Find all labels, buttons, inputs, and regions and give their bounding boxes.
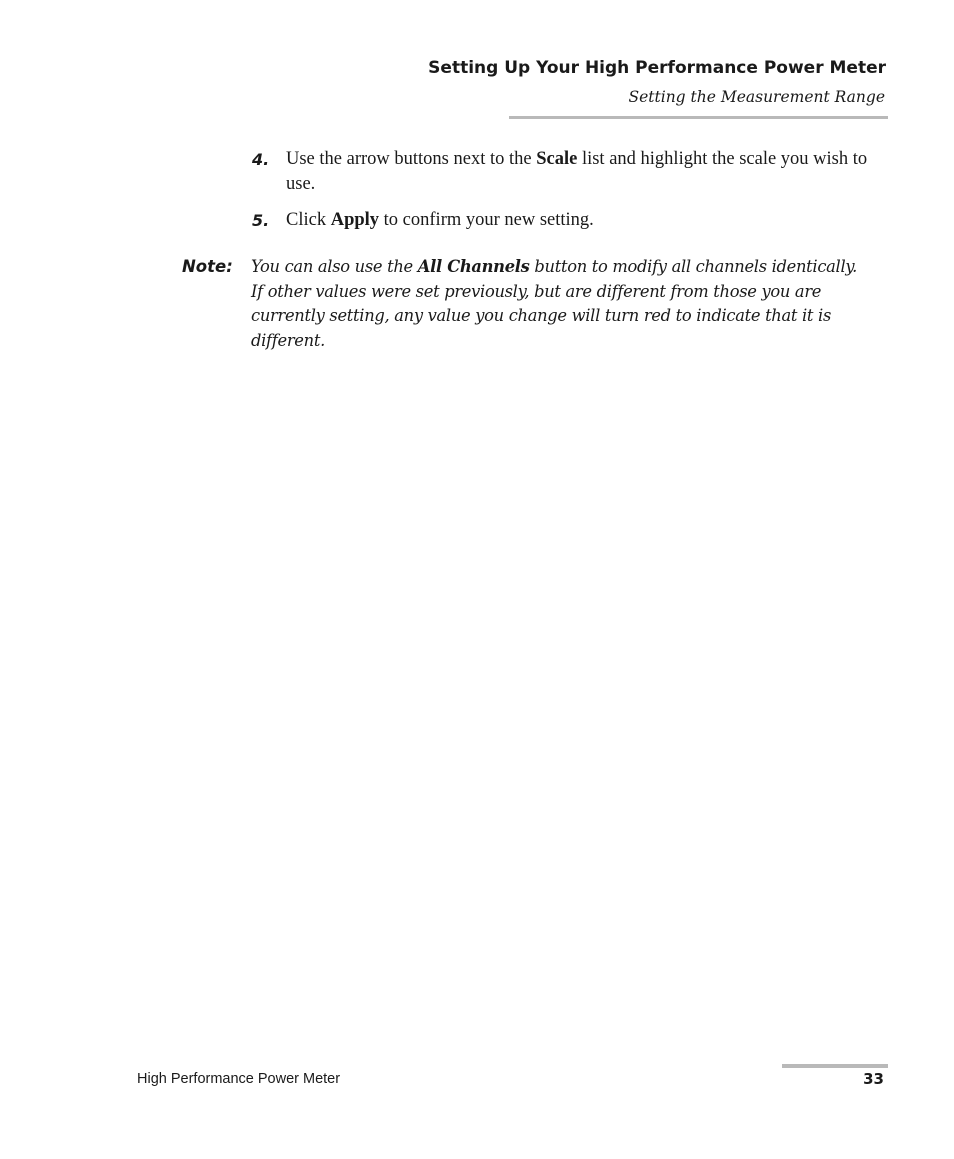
step-text-part: Use the arrow buttons next to the	[286, 149, 537, 169]
note-line	[251, 255, 891, 280]
step-text-part: to confirm your new setting.	[379, 210, 594, 230]
chapter-title: Setting Up Your High Performance Power Meter	[428, 58, 886, 78]
step-number: 5.	[252, 211, 270, 230]
note-text-part: You can also use the	[251, 257, 418, 276]
ui-term-all-channels: All Channels	[417, 257, 530, 276]
footer-product-name: High Performance Power Meter	[137, 1071, 341, 1087]
header-divider	[509, 116, 888, 119]
step-number: 4.	[252, 150, 270, 169]
ui-term-scale: Scale	[536, 149, 578, 169]
step-text	[286, 208, 892, 233]
note-line: currently setting, any value you change will turn red to indicate that it is	[251, 306, 832, 326]
section-title: Setting the Measurement Range	[628, 88, 885, 106]
step-text-part: list and highlight the scale you wish to use.	[286, 149, 868, 194]
step-text-part: Click	[286, 210, 331, 230]
note-label: Note:	[182, 257, 233, 276]
page-number: 33	[863, 1070, 884, 1088]
footer-divider	[782, 1064, 888, 1068]
note-text	[251, 255, 891, 353]
note-line: If other values were set previously, but are different from those you are	[251, 281, 822, 301]
ui-term-apply: Apply	[330, 210, 380, 230]
step-text	[286, 147, 892, 197]
note-line: different.	[251, 330, 325, 350]
step-item	[252, 208, 892, 233]
note-text-part: button to modify all channels identically.	[529, 257, 857, 276]
step-item	[252, 147, 892, 197]
